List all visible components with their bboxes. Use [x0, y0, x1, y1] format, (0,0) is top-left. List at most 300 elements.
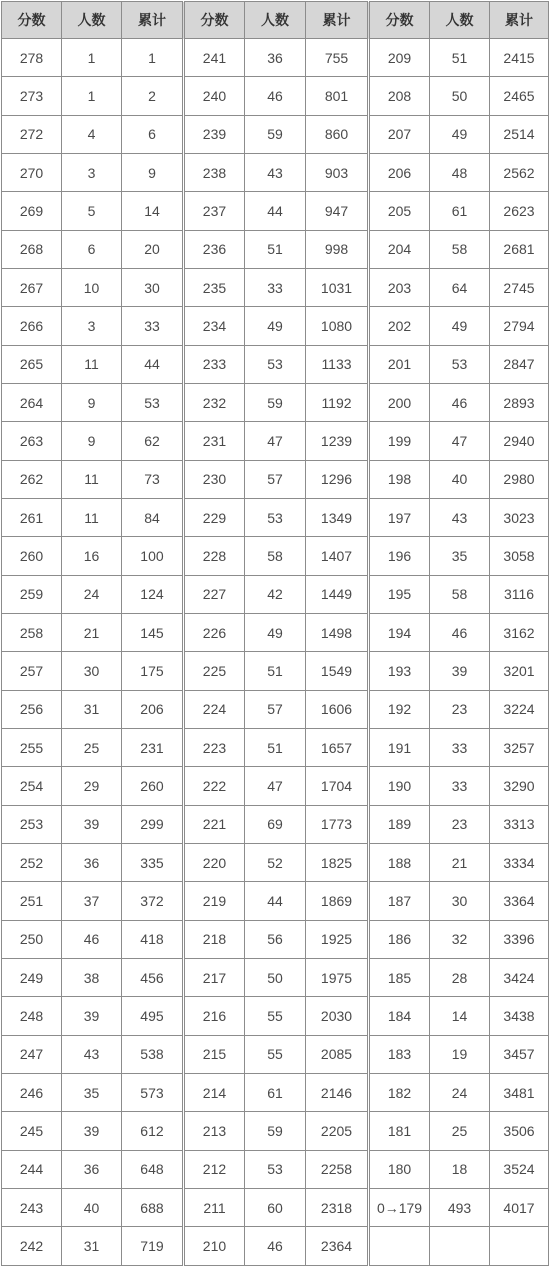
cell-cumulative: [490, 1227, 549, 1265]
cell-cumulative: 3506: [490, 1112, 549, 1150]
cell-cumulative: 30: [121, 268, 183, 306]
cell-score: 251: [2, 882, 62, 920]
cell-cumulative: 145: [121, 613, 183, 651]
cell-cumulative: 3481: [490, 1073, 549, 1111]
cell-score: 221: [183, 805, 244, 843]
cell-count: 24: [430, 1073, 490, 1111]
cell-count: 33: [430, 728, 490, 766]
cell-cumulative: 1349: [305, 498, 368, 536]
table-row: [2, 882, 549, 920]
cell-score: 206: [369, 153, 430, 191]
cell-cumulative: 495: [121, 997, 183, 1035]
cell-cumulative: 2465: [490, 77, 549, 115]
cell-count: 69: [244, 805, 305, 843]
cell-cumulative: 2794: [490, 307, 549, 345]
header-cumulative-3: 累计: [490, 2, 549, 39]
cell-cumulative: 3116: [490, 575, 549, 613]
cell-score: 263: [2, 422, 62, 460]
cell-count: 33: [430, 767, 490, 805]
cell-score: 258: [2, 613, 62, 651]
cell-count: 58: [430, 575, 490, 613]
cell-count: 1: [61, 39, 121, 77]
cell-score: 235: [183, 268, 244, 306]
header-cumulative-1: 累计: [121, 2, 183, 39]
cell-score: 199: [369, 422, 430, 460]
cell-score: 267: [2, 268, 62, 306]
cell-score: [369, 1227, 430, 1265]
header-count-2: 人数: [244, 2, 305, 39]
cell-count: 52: [244, 843, 305, 881]
cell-cumulative: 4017: [490, 1188, 549, 1226]
table-row: [2, 997, 549, 1035]
cell-score: 193: [369, 652, 430, 690]
cell-count: 51: [430, 39, 490, 77]
table-row: [2, 652, 549, 690]
cell-score: 189: [369, 805, 430, 843]
cell-score: 188: [369, 843, 430, 881]
cell-score: 205: [369, 192, 430, 230]
cell-count: 60: [244, 1188, 305, 1226]
cell-cumulative: 1: [121, 39, 183, 77]
cell-count: 47: [244, 422, 305, 460]
cell-score: 211: [183, 1188, 244, 1226]
score-distribution-table: [1, 1, 549, 1266]
cell-count: 53: [244, 1150, 305, 1188]
cell-score: 247: [2, 1035, 62, 1073]
cell-score: 204: [369, 230, 430, 268]
cell-score: 213: [183, 1112, 244, 1150]
cell-count: 43: [430, 498, 490, 536]
cell-count: 51: [244, 652, 305, 690]
cell-cumulative: 3313: [490, 805, 549, 843]
cell-cumulative: 688: [121, 1188, 183, 1226]
cell-cumulative: 1133: [305, 345, 368, 383]
cell-cumulative: 372: [121, 882, 183, 920]
cell-score: 192: [369, 690, 430, 728]
cell-score: 229: [183, 498, 244, 536]
cell-count: 23: [430, 690, 490, 728]
table-header-row: [2, 2, 549, 39]
cell-count: 53: [244, 498, 305, 536]
cell-cumulative: 860: [305, 115, 368, 153]
table-row: [2, 498, 549, 536]
table-row: [2, 920, 549, 958]
cell-cumulative: 299: [121, 805, 183, 843]
cell-count: 19: [430, 1035, 490, 1073]
cell-count: 4: [61, 115, 121, 153]
cell-score: 237: [183, 192, 244, 230]
cell-cumulative: 998: [305, 230, 368, 268]
cell-count: 40: [430, 460, 490, 498]
cell-count: 49: [244, 307, 305, 345]
cell-cumulative: 903: [305, 153, 368, 191]
cell-count: 47: [430, 422, 490, 460]
cell-count: 36: [61, 843, 121, 881]
cell-cumulative: 456: [121, 958, 183, 996]
cell-cumulative: 2847: [490, 345, 549, 383]
cell-count: 9: [61, 422, 121, 460]
header-score-3: 分数: [369, 2, 430, 39]
cell-score: 233: [183, 345, 244, 383]
cell-score: 270: [2, 153, 62, 191]
cell-score: 223: [183, 728, 244, 766]
cell-count: 61: [244, 1073, 305, 1111]
cell-score: 186: [369, 920, 430, 958]
table-row: [2, 958, 549, 996]
cell-score: 254: [2, 767, 62, 805]
cell-cumulative: 1407: [305, 537, 368, 575]
header-cumulative-2: 累计: [305, 2, 368, 39]
cell-cumulative: 175: [121, 652, 183, 690]
cell-score: 234: [183, 307, 244, 345]
table-row: [2, 767, 549, 805]
cell-cumulative: 1704: [305, 767, 368, 805]
cell-score: 227: [183, 575, 244, 613]
cell-cumulative: 1869: [305, 882, 368, 920]
cell-score: 261: [2, 498, 62, 536]
cell-count: 36: [244, 39, 305, 77]
cell-score: 242: [2, 1227, 62, 1265]
cell-score: 191: [369, 728, 430, 766]
cell-score: 250: [2, 920, 62, 958]
cell-score: 224: [183, 690, 244, 728]
cell-score: 248: [2, 997, 62, 1035]
cell-count: 58: [244, 537, 305, 575]
cell-score: 190: [369, 767, 430, 805]
cell-count: 21: [61, 613, 121, 651]
table-row: [2, 383, 549, 421]
cell-score: 257: [2, 652, 62, 690]
cell-cumulative: 3424: [490, 958, 549, 996]
cell-count: 39: [61, 805, 121, 843]
cell-count: 16: [61, 537, 121, 575]
cell-count: 10: [61, 268, 121, 306]
cell-count: 37: [61, 882, 121, 920]
cell-score: 185: [369, 958, 430, 996]
cell-count: 46: [430, 383, 490, 421]
cell-score: 265: [2, 345, 62, 383]
cell-count: 38: [61, 958, 121, 996]
cell-cumulative: 1296: [305, 460, 368, 498]
cell-count: [430, 1227, 490, 1265]
cell-cumulative: 612: [121, 1112, 183, 1150]
cell-cumulative: 44: [121, 345, 183, 383]
header-score-1: 分数: [2, 2, 62, 39]
cell-score: 278: [2, 39, 62, 77]
cell-count: 43: [244, 153, 305, 191]
cell-cumulative: 6: [121, 115, 183, 153]
cell-cumulative: 1239: [305, 422, 368, 460]
cell-count: 25: [430, 1112, 490, 1150]
cell-count: 46: [244, 77, 305, 115]
cell-score: 180: [369, 1150, 430, 1188]
cell-score: 240: [183, 77, 244, 115]
cell-cumulative: 3257: [490, 728, 549, 766]
cell-count: 48: [430, 153, 490, 191]
cell-count: 1: [61, 77, 121, 115]
cell-cumulative: 73: [121, 460, 183, 498]
cell-cumulative: 2623: [490, 192, 549, 230]
cell-count: 30: [61, 652, 121, 690]
cell-count: 30: [430, 882, 490, 920]
cell-cumulative: 14: [121, 192, 183, 230]
cell-score: 203: [369, 268, 430, 306]
cell-cumulative: 719: [121, 1227, 183, 1265]
cell-cumulative: 1657: [305, 728, 368, 766]
table-row: [2, 843, 549, 881]
cell-cumulative: 1825: [305, 843, 368, 881]
table-row: [2, 153, 549, 191]
cell-count: 18: [430, 1150, 490, 1188]
cell-count: 31: [61, 1227, 121, 1265]
cell-score: 0→179: [369, 1188, 430, 1226]
cell-score: 249: [2, 958, 62, 996]
cell-count: 493: [430, 1188, 490, 1226]
cell-count: 46: [244, 1227, 305, 1265]
cell-score: 245: [2, 1112, 62, 1150]
cell-cumulative: 3457: [490, 1035, 549, 1073]
cell-cumulative: 1925: [305, 920, 368, 958]
cell-cumulative: 100: [121, 537, 183, 575]
header-count-3: 人数: [430, 2, 490, 39]
cell-count: 11: [61, 460, 121, 498]
cell-cumulative: 1606: [305, 690, 368, 728]
cell-cumulative: 2562: [490, 153, 549, 191]
cell-count: 59: [244, 115, 305, 153]
cell-cumulative: 3334: [490, 843, 549, 881]
cell-count: 42: [244, 575, 305, 613]
table-row: [2, 1035, 549, 1073]
cell-count: 59: [244, 1112, 305, 1150]
cell-score: 231: [183, 422, 244, 460]
table-row: [2, 230, 549, 268]
table-row: [2, 77, 549, 115]
cell-count: 61: [430, 192, 490, 230]
cell-count: 11: [61, 498, 121, 536]
cell-cumulative: 573: [121, 1073, 183, 1111]
cell-cumulative: 2893: [490, 383, 549, 421]
cell-score: 252: [2, 843, 62, 881]
cell-cumulative: 2940: [490, 422, 549, 460]
cell-cumulative: 1080: [305, 307, 368, 345]
cell-cumulative: 1773: [305, 805, 368, 843]
cell-count: 53: [430, 345, 490, 383]
cell-cumulative: 2205: [305, 1112, 368, 1150]
cell-cumulative: 3162: [490, 613, 549, 651]
cell-count: 40: [61, 1188, 121, 1226]
cell-count: 59: [244, 383, 305, 421]
cell-count: 28: [430, 958, 490, 996]
table-row: [2, 307, 549, 345]
cell-cumulative: 1498: [305, 613, 368, 651]
cell-score: 195: [369, 575, 430, 613]
table-row: [2, 1227, 549, 1265]
cell-count: 9: [61, 383, 121, 421]
cell-score: 217: [183, 958, 244, 996]
cell-score: 253: [2, 805, 62, 843]
cell-score: 210: [183, 1227, 244, 1265]
cell-score: 273: [2, 77, 62, 115]
cell-score: 194: [369, 613, 430, 651]
cell-score: 256: [2, 690, 62, 728]
cell-cumulative: 2030: [305, 997, 368, 1035]
cell-score: 230: [183, 460, 244, 498]
cell-score: 241: [183, 39, 244, 77]
cell-score: 222: [183, 767, 244, 805]
cell-score: 207: [369, 115, 430, 153]
cell-score: 200: [369, 383, 430, 421]
cell-count: 47: [244, 767, 305, 805]
cell-cumulative: 3364: [490, 882, 549, 920]
table-row: [2, 575, 549, 613]
cell-score: 268: [2, 230, 62, 268]
cell-cumulative: 2146: [305, 1073, 368, 1111]
cell-cumulative: 1449: [305, 575, 368, 613]
cell-cumulative: 53: [121, 383, 183, 421]
cell-count: 33: [244, 268, 305, 306]
cell-count: 32: [430, 920, 490, 958]
cell-count: 57: [244, 460, 305, 498]
cell-count: 11: [61, 345, 121, 383]
cell-score: 260: [2, 537, 62, 575]
cell-cumulative: 2681: [490, 230, 549, 268]
cell-count: 23: [430, 805, 490, 843]
cell-score: 262: [2, 460, 62, 498]
cell-score: 212: [183, 1150, 244, 1188]
cell-score: 218: [183, 920, 244, 958]
cell-score: 226: [183, 613, 244, 651]
cell-cumulative: 1192: [305, 383, 368, 421]
cell-cumulative: 3524: [490, 1150, 549, 1188]
cell-count: 55: [244, 997, 305, 1035]
cell-score: 181: [369, 1112, 430, 1150]
cell-count: 49: [430, 307, 490, 345]
cell-count: 21: [430, 843, 490, 881]
cell-cumulative: 3396: [490, 920, 549, 958]
cell-count: 49: [244, 613, 305, 651]
cell-cumulative: 1549: [305, 652, 368, 690]
table-row: [2, 460, 549, 498]
table-row: [2, 192, 549, 230]
table-row: [2, 728, 549, 766]
cell-cumulative: 3224: [490, 690, 549, 728]
table-row: [2, 422, 549, 460]
cell-cumulative: 2514: [490, 115, 549, 153]
cell-score: 196: [369, 537, 430, 575]
cell-count: 43: [61, 1035, 121, 1073]
cell-cumulative: 2415: [490, 39, 549, 77]
cell-score: 215: [183, 1035, 244, 1073]
cell-cumulative: 335: [121, 843, 183, 881]
cell-score: 244: [2, 1150, 62, 1188]
cell-cumulative: 1975: [305, 958, 368, 996]
cell-count: 3: [61, 307, 121, 345]
cell-cumulative: 947: [305, 192, 368, 230]
cell-score: 236: [183, 230, 244, 268]
header-count-1: 人数: [61, 2, 121, 39]
cell-score: 197: [369, 498, 430, 536]
cell-count: 6: [61, 230, 121, 268]
cell-score: 202: [369, 307, 430, 345]
cell-cumulative: 3290: [490, 767, 549, 805]
cell-count: 49: [430, 115, 490, 153]
cell-cumulative: 755: [305, 39, 368, 77]
cell-count: 3: [61, 153, 121, 191]
cell-cumulative: 62: [121, 422, 183, 460]
cell-count: 64: [430, 268, 490, 306]
cell-count: 55: [244, 1035, 305, 1073]
cell-cumulative: 1031: [305, 268, 368, 306]
cell-count: 46: [430, 613, 490, 651]
table-row: [2, 115, 549, 153]
cell-score: 239: [183, 115, 244, 153]
cell-count: 29: [61, 767, 121, 805]
cell-count: 39: [430, 652, 490, 690]
table-row: [2, 268, 549, 306]
cell-count: 44: [244, 192, 305, 230]
cell-count: 44: [244, 882, 305, 920]
cell-count: 5: [61, 192, 121, 230]
cell-cumulative: 9: [121, 153, 183, 191]
cell-count: 14: [430, 997, 490, 1035]
cell-cumulative: 20: [121, 230, 183, 268]
cell-score: 225: [183, 652, 244, 690]
cell-count: 36: [61, 1150, 121, 1188]
cell-cumulative: 801: [305, 77, 368, 115]
cell-cumulative: 260: [121, 767, 183, 805]
cell-score: 182: [369, 1073, 430, 1111]
cell-score: 214: [183, 1073, 244, 1111]
header-score-2: 分数: [183, 2, 244, 39]
table-row: [2, 537, 549, 575]
cell-score: 255: [2, 728, 62, 766]
table-row: [2, 1112, 549, 1150]
cell-cumulative: 2364: [305, 1227, 368, 1265]
cell-cumulative: 2745: [490, 268, 549, 306]
cell-cumulative: 231: [121, 728, 183, 766]
table-row: [2, 345, 549, 383]
table-row: [2, 690, 549, 728]
cell-count: 58: [430, 230, 490, 268]
cell-score: 208: [369, 77, 430, 115]
cell-score: 184: [369, 997, 430, 1035]
cell-cumulative: 33: [121, 307, 183, 345]
cell-score: 220: [183, 843, 244, 881]
cell-count: 31: [61, 690, 121, 728]
cell-cumulative: 418: [121, 920, 183, 958]
cell-count: 53: [244, 345, 305, 383]
cell-score: 272: [2, 115, 62, 153]
cell-cumulative: 124: [121, 575, 183, 613]
cell-cumulative: 3058: [490, 537, 549, 575]
cell-cumulative: 2980: [490, 460, 549, 498]
cell-cumulative: 538: [121, 1035, 183, 1073]
cell-score: 259: [2, 575, 62, 613]
cell-count: 50: [430, 77, 490, 115]
cell-score: 264: [2, 383, 62, 421]
cell-count: 50: [244, 958, 305, 996]
table-row: [2, 39, 549, 77]
cell-count: 39: [61, 997, 121, 1035]
cell-score: 201: [369, 345, 430, 383]
cell-count: 57: [244, 690, 305, 728]
cell-score: 232: [183, 383, 244, 421]
table-row: [2, 1150, 549, 1188]
cell-score: 216: [183, 997, 244, 1035]
cell-score: 238: [183, 153, 244, 191]
cell-cumulative: 84: [121, 498, 183, 536]
table-row: [2, 805, 549, 843]
